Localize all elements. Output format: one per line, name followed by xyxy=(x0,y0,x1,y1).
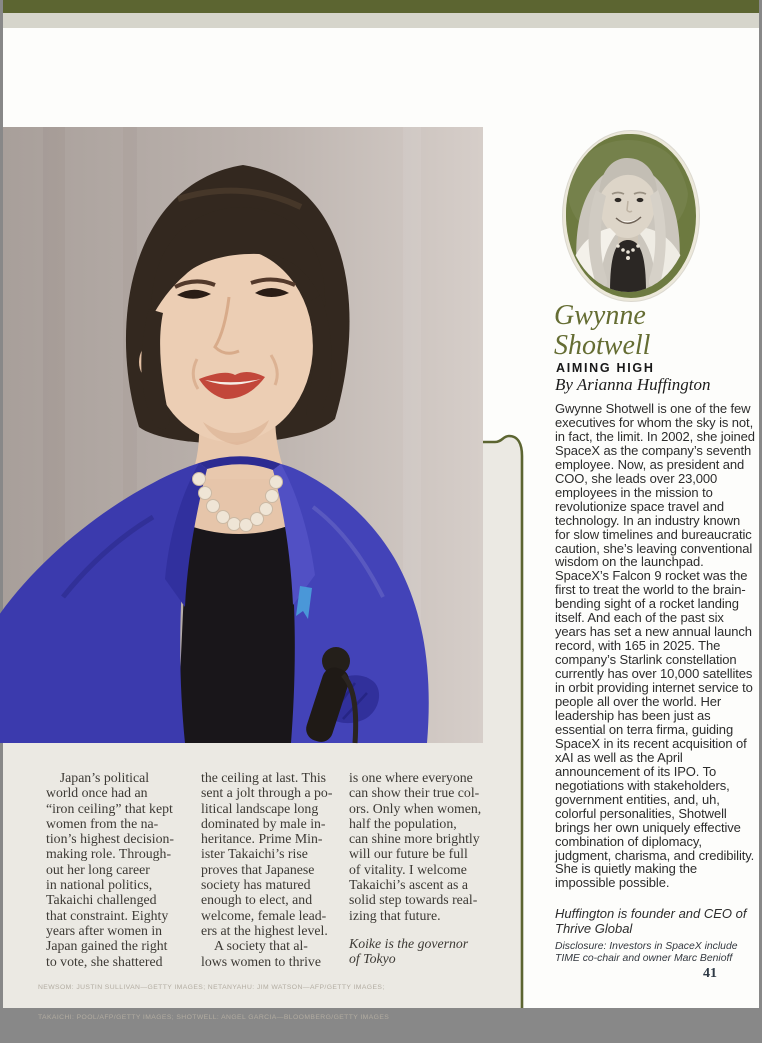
column-1-text: Japan’s political world once had an “iron ceiling” that kept women from the na- tion’s highest decision- making role. Through- out her long career in national politics, Takaichi challenged that constraint. Eighty years after women in Japan gained the right to vote, she shattered xyxy=(46,770,174,969)
subject-name-line1: Gwynne xyxy=(554,300,646,331)
subject-name-line2: Shotwell xyxy=(554,330,651,361)
column-2-text: the ceiling at last. This sent a jolt through a po- litical landscape long dominated by male in- heritance. Prime Min- ister Takaichi’s rise proves that Japanese society has matured enough to elect, and welcome, female lead- ers at the highest level. A society that al- lows women to thrive xyxy=(201,770,333,969)
article-column-3 xyxy=(349,770,499,967)
photo-credits-line2: TAKAICHI: POOL/AFP/GETTY IMAGES; SHOTWELL: ANGEL GARCIA—BLOOMBERG/GETTY IMAGES xyxy=(38,1014,390,1021)
photo-credits xyxy=(38,963,389,1043)
sidebar-subject-name xyxy=(554,301,650,361)
sidebar-byline: By Arianna Huffington xyxy=(555,375,711,394)
photo-credits-line1: NEWSOM: JUSTIN SULLIVAN—GETTY IMAGES; NETANYAHU: JIM WATSON—AFP/GETTY IMAGES; xyxy=(38,984,385,991)
article-column-1 xyxy=(46,770,196,969)
sidebar-author-note: Huffington is founder and CEO of Thrive Global xyxy=(555,906,747,936)
article-column-2 xyxy=(201,770,351,969)
sidebar-kicker: AIMING HIGH xyxy=(556,361,655,375)
sidebar-body-text: Gwynne Shotwell is one of the few executives for whom the sky is not, in fact, the limit. In 2002, she joined SpaceX as the company’s seventh employee. Now, as president and COO, she leads over 23,000 employees in the mission to revolutionize space travel and technology. In an industry known for slow timelines and bureaucratic caution, she’s leaving conventional wisdom on the launchpad. SpaceX’s Falcon 9 rocket was the first to treat the world to the brain-bending sight of a rocket landing itself. And each of the past six years has set a new annual launch record, with 165 in 2025. The company’s Starlink constellation currently has over 10,000 satellites in orbit providing internet service to people all over the world. Her leadership has been just as essential on terra firma, guiding SpaceX in its recent acquisition of xAI as well as the April announcement of its IPO. To negotiations with stakeholders, government entities, and, uh, colorful personalities, Shotwell brings her own uniquely effective combination of diplomacy, judgment, charisma, and credibility. She is quietly making the impossible possible. xyxy=(555,401,755,891)
magazine-page xyxy=(3,0,759,1021)
column-3-text: is one where everyone can show their true col- ors. Only when women, half the population, can shine more brightly will our future be full of vitality. I welcome Takaichi’s ascent as a solid step towards real- izing that future. xyxy=(349,770,482,923)
sidebar-disclosure: Disclosure: Investors in SpaceX include TIME co-chair and owner Marc Benioff xyxy=(555,941,738,965)
article-author-note: Koike is the governor of Tokyo xyxy=(349,935,469,967)
shotwell-portrait xyxy=(563,131,699,301)
page-number: 41 xyxy=(703,966,717,981)
takaichi-photo xyxy=(3,127,483,743)
